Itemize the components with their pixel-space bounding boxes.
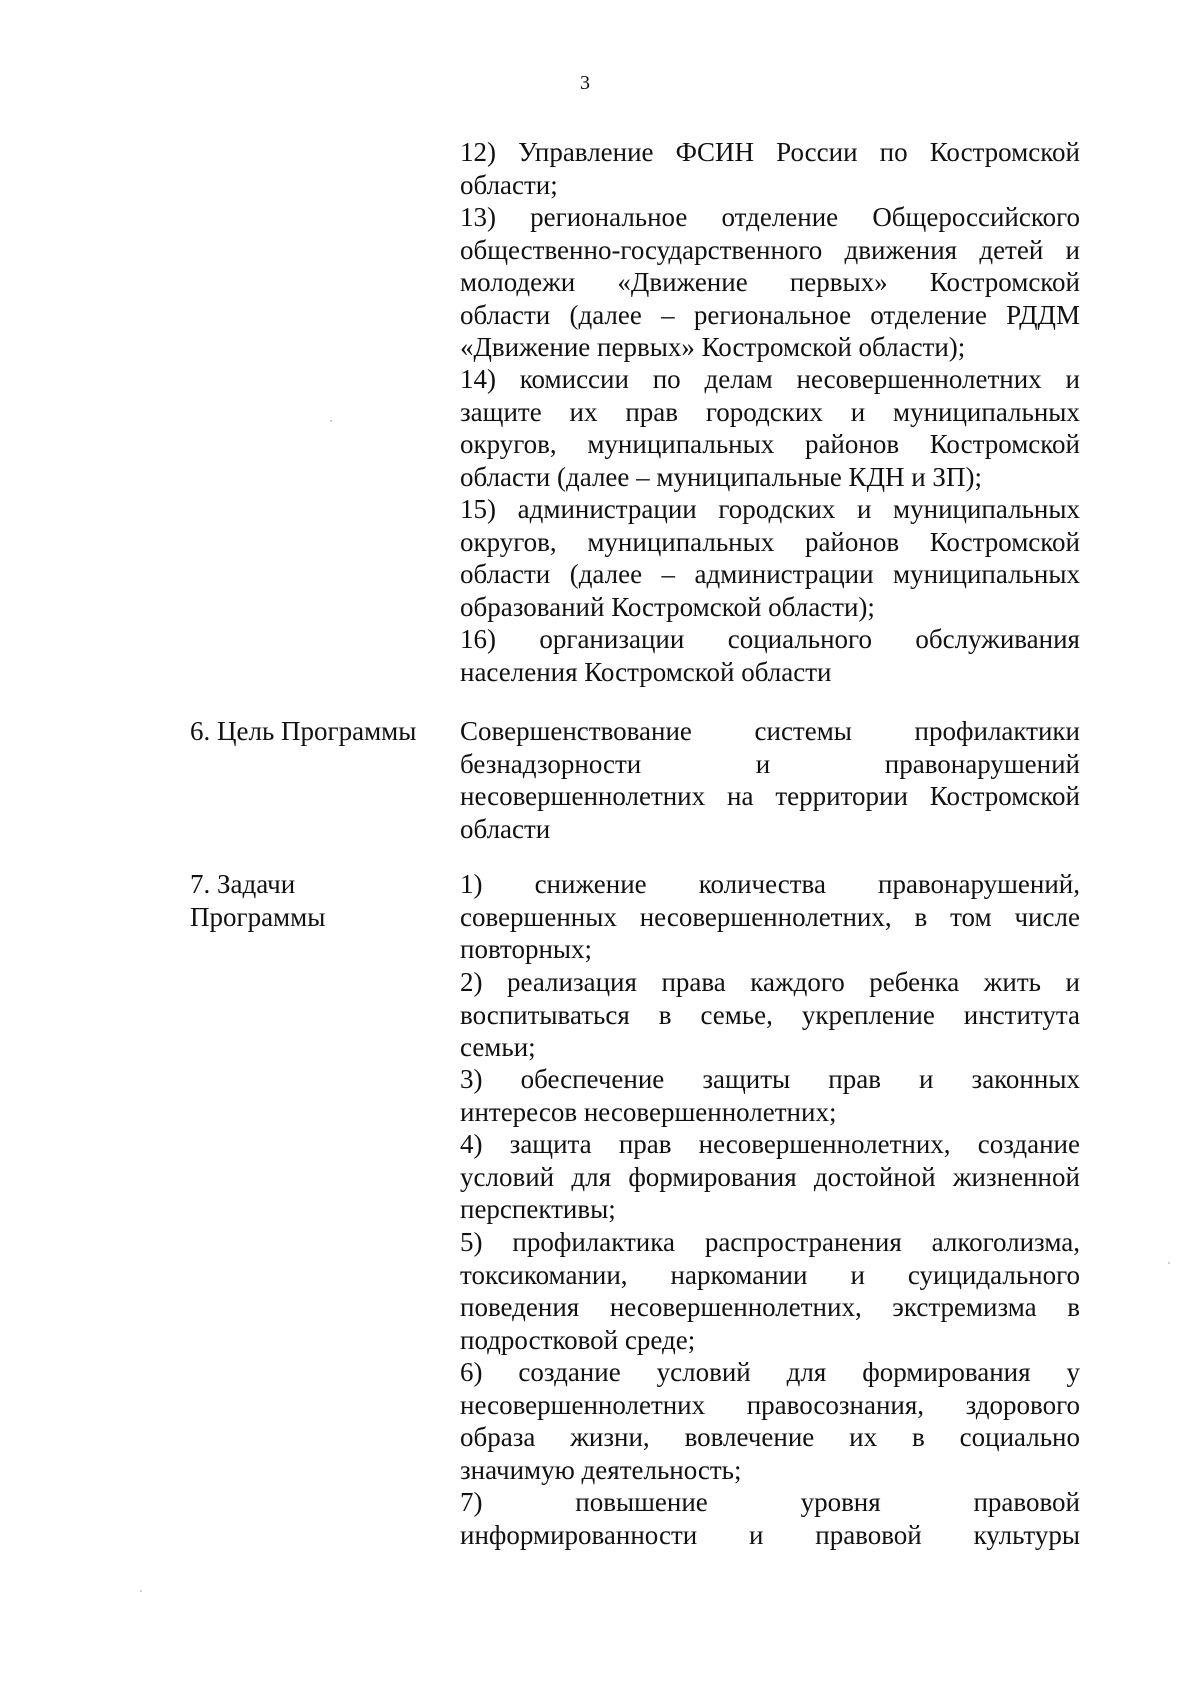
word: районов [804, 429, 900, 459]
word: несовершеннолетних, [639, 901, 892, 932]
word: делам [704, 364, 773, 394]
scan-speck [330, 420, 332, 422]
word: городских [705, 396, 823, 427]
word: ФСИН [675, 137, 755, 167]
word: социального [727, 624, 872, 654]
word: у [1066, 1357, 1080, 1387]
word: формирования [628, 1161, 797, 1192]
word: жизни, [570, 1422, 650, 1452]
word: в [1067, 1292, 1080, 1322]
word: России [776, 137, 858, 167]
text-line: перспективы; [460, 1194, 616, 1224]
text-line [460, 1389, 1080, 1422]
word: прав [625, 396, 679, 427]
text-line [460, 558, 1080, 591]
text-line [460, 1421, 1080, 1454]
word: муниципальных [587, 526, 775, 557]
word: и [755, 748, 771, 779]
word: округов, [460, 526, 557, 557]
word: условий [656, 1357, 751, 1387]
word: несовершеннолетних, [609, 1292, 862, 1322]
word: в [658, 999, 672, 1030]
text-line [460, 901, 1080, 934]
participant-item-13 [460, 201, 1080, 364]
word: 2) [460, 967, 483, 997]
text-line [460, 396, 1080, 429]
text-line: интересов несовершеннолетних; [460, 1096, 837, 1127]
word: Костромской [929, 781, 1080, 811]
page-number: 3 [580, 72, 590, 94]
word: социально [959, 1422, 1080, 1452]
word: 1) [460, 869, 483, 899]
word: Костромской [929, 137, 1080, 167]
word: 7) [460, 1487, 483, 1517]
goal-label [190, 715, 450, 748]
word: первых» [789, 267, 888, 297]
text-line [460, 1291, 1080, 1324]
word: муниципальных [587, 429, 775, 459]
task-item-5 [460, 1226, 1080, 1356]
word: реализация [507, 967, 637, 997]
word: (далее [569, 299, 642, 330]
word: 12) [460, 137, 496, 167]
task-item-4 [460, 1128, 1080, 1226]
task-item-3 [460, 1063, 1080, 1128]
word: Костромской [929, 429, 1080, 459]
text-line [460, 1226, 1080, 1259]
word: достойной [813, 1161, 936, 1192]
participant-item-14 [460, 363, 1080, 493]
word: алкоголизма, [931, 1227, 1080, 1257]
word: культуры [973, 1519, 1080, 1550]
word: 13) [460, 202, 496, 232]
word: Костромской [929, 267, 1080, 297]
scan-speck [1168, 1262, 1170, 1264]
word: молодежи [460, 267, 576, 297]
word: 16) [460, 624, 496, 654]
text-line [460, 1063, 1080, 1096]
word: муниципальных [893, 396, 1080, 427]
word: 3) [460, 1064, 483, 1094]
word: и [1065, 364, 1080, 394]
word: Совершенствование [460, 716, 692, 746]
word: и [1065, 234, 1080, 265]
word: региональное [530, 202, 688, 232]
word: «Движение [617, 267, 748, 297]
text-line [460, 1161, 1080, 1194]
word: (далее [569, 559, 643, 589]
word: и [919, 1064, 934, 1094]
text-line [460, 780, 1080, 813]
text-line [460, 1128, 1080, 1161]
text-line [460, 299, 1080, 332]
text-line [460, 493, 1080, 526]
text-line: семьи; [460, 1032, 536, 1062]
word: их [849, 1422, 878, 1452]
participant-item-12 [460, 136, 1080, 201]
text-line [460, 363, 1080, 396]
word: и [1065, 967, 1080, 997]
word: каждого [750, 967, 845, 997]
word: профилактика [512, 1227, 675, 1257]
text-line [460, 748, 1080, 781]
participant-item-16 [460, 623, 1080, 688]
word: количества [698, 869, 826, 899]
tasks-label [190, 868, 450, 933]
text-line [460, 868, 1080, 901]
text-line [460, 428, 1080, 461]
word: жить [983, 967, 1041, 997]
word: системы [754, 716, 852, 746]
word: в [912, 1422, 925, 1452]
word: 4) [460, 1129, 483, 1159]
word: защиты [702, 1064, 791, 1094]
word: здорового [965, 1389, 1080, 1420]
word: области [460, 299, 551, 330]
participant-item-15 [460, 493, 1080, 623]
word: комиссии [519, 364, 629, 394]
word: их [569, 396, 598, 427]
word: суицидального [907, 1259, 1080, 1290]
word: 6) [460, 1357, 483, 1387]
word: территории [775, 781, 908, 811]
word: вовлечение [684, 1422, 815, 1452]
word: Управление [518, 137, 654, 167]
word: 14) [460, 364, 496, 394]
word: обеспечение [520, 1064, 665, 1094]
task-item-6 [460, 1356, 1080, 1486]
word: защита [509, 1129, 592, 1159]
word: несовершеннолетних, [698, 1129, 951, 1159]
text-line [460, 1486, 1080, 1519]
word: и [856, 494, 872, 524]
word: жизненной [952, 1161, 1080, 1192]
text-line [460, 266, 1080, 299]
word: администрации [694, 559, 874, 589]
text-line [460, 715, 1080, 748]
word: округов, [460, 429, 557, 459]
task-item-1 [460, 868, 1080, 966]
text-line: подростковой среде; [460, 1324, 696, 1355]
word: муниципальных [893, 559, 1080, 589]
word: распространения [704, 1227, 902, 1257]
text-line [460, 201, 1080, 234]
word: и [850, 396, 866, 427]
word: повышение [575, 1487, 708, 1517]
word: области [460, 559, 551, 589]
word: Общероссийского [872, 202, 1080, 232]
word: отделение [870, 299, 987, 330]
text-line [460, 234, 1080, 267]
text-line [460, 136, 1080, 169]
text-line [460, 623, 1080, 656]
word: несовершеннолетних [460, 1389, 706, 1420]
word: числе [1014, 901, 1080, 932]
goal-text [460, 715, 1080, 845]
word: поведения [460, 1292, 580, 1322]
word: создание [977, 1129, 1080, 1159]
text-line: 7. Задачи [190, 869, 296, 899]
word: токсикомании, [460, 1259, 628, 1290]
word: экстремизма [892, 1292, 1037, 1322]
text-line: области (далее – муниципальные КДН и ЗП); [460, 461, 982, 492]
text-line: 6. Цель Программы [190, 716, 417, 746]
word: снижение [534, 869, 647, 899]
word: уровня [800, 1487, 881, 1517]
word: укрепление [801, 999, 935, 1030]
word: наркомании [670, 1259, 808, 1290]
text-line [460, 1259, 1080, 1292]
text-line [460, 1519, 1080, 1552]
word: отделение [721, 202, 839, 232]
task-item-2 [460, 966, 1080, 1064]
word: для [786, 1357, 827, 1387]
word: и [850, 1259, 865, 1290]
word: информированности [460, 1519, 698, 1550]
text-line: значимую деятельность; [460, 1454, 742, 1485]
text-line: «Движение первых» Костромской области); [460, 332, 966, 362]
word: защите [460, 396, 542, 427]
text-line [460, 1356, 1080, 1389]
word: создание [518, 1357, 621, 1387]
word: по [879, 137, 908, 167]
word: института [963, 999, 1080, 1030]
word: правовой [973, 1487, 1080, 1517]
word: правонарушений, [878, 869, 1080, 899]
text-line: повторных; [460, 934, 593, 964]
word: Костромской [929, 526, 1080, 557]
word: ребенка [869, 967, 960, 997]
word: права [661, 967, 726, 997]
word: – [661, 299, 675, 330]
word: на [727, 781, 754, 811]
word: несовершеннолетних [460, 781, 706, 811]
word: правонарушений [884, 748, 1080, 779]
word: администрации [517, 494, 697, 524]
text-line: образований Костромской области); [460, 591, 875, 622]
word: городских [718, 494, 836, 524]
word: по [652, 364, 681, 394]
word: для [571, 1161, 612, 1192]
word: обслуживания [915, 624, 1080, 654]
word: несовершеннолетних [796, 364, 1042, 394]
text-line [460, 999, 1080, 1032]
word: формирования [862, 1357, 1031, 1387]
text-line [460, 526, 1080, 559]
word: безнадзорности [460, 748, 642, 779]
word: семье, [700, 999, 773, 1030]
word: 15) [460, 494, 496, 524]
word: правовой [815, 1519, 922, 1550]
word: в [914, 901, 928, 932]
text-line: Программы [190, 901, 326, 932]
word: региональное [693, 299, 852, 330]
word: и [749, 1519, 764, 1550]
word: совершенных [460, 901, 617, 932]
word: детей [979, 234, 1044, 265]
scan-speck [140, 1590, 142, 1592]
word: – [661, 559, 676, 589]
text-line: населения Костромской области [460, 656, 832, 687]
word: законных [971, 1064, 1080, 1094]
word: районов [804, 526, 900, 557]
word: образа [460, 1422, 536, 1452]
text-line: области [460, 813, 551, 844]
word: правосознания, [746, 1389, 925, 1420]
text-line: области; [460, 169, 558, 200]
word: профилактики [914, 716, 1080, 746]
word: условий [460, 1161, 555, 1192]
word: прав [828, 1064, 881, 1094]
word: 5) [460, 1227, 483, 1257]
word: муниципальных [893, 494, 1080, 524]
word: том [950, 901, 992, 932]
word: общественно-государственного [460, 234, 823, 265]
word: воспитываться [460, 999, 630, 1030]
task-item-7 [460, 1486, 1080, 1551]
word: движения [844, 234, 958, 265]
word: РДДМ [1006, 299, 1080, 330]
word: прав [618, 1129, 672, 1159]
text-line [460, 966, 1080, 999]
word: организации [539, 624, 685, 654]
